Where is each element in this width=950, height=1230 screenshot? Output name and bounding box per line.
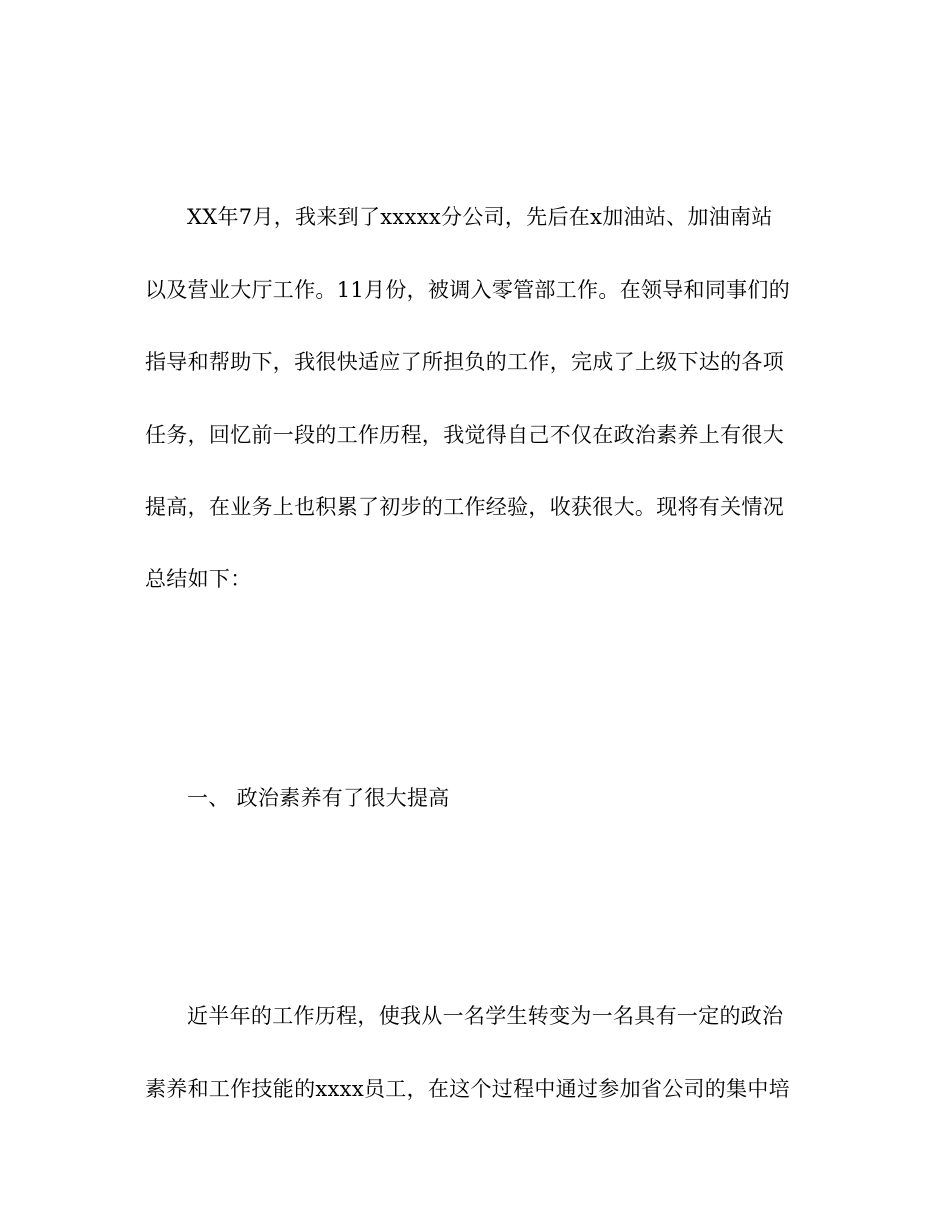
paragraph-2-line-1: 近半年的工作历程，使我从一名学生转变为一名具有一定的政治 xyxy=(187,1004,784,1028)
paragraph-1-line-2: 以及营业大厅工作。11月份，被调入零管部工作。在领导和同事们的 xyxy=(145,278,791,302)
section-heading-1: 一、 政治素养有了很大提高 xyxy=(187,786,450,810)
paragraph-1-line-4: 任务，回忆前一段的工作历程，我觉得自己不仅在政治素养上有很大 xyxy=(145,423,784,447)
paragraph-1-line-1: XX年7月，我来到了xxxxx分公司，先后在x加油站、加油南站 xyxy=(187,205,773,229)
paragraph-1-line-6: 总结如下： xyxy=(145,567,252,591)
paragraph-2-line-2: 素养和工作技能的xxxx员工，在这个过程中通过参加省公司的集中培 xyxy=(145,1077,790,1101)
paragraph-1-line-3: 指导和帮助下，我很快适应了所担负的工作，完成了上级下达的各项 xyxy=(145,350,784,374)
paragraph-1-line-5: 提高，在业务上也积累了初步的工作经验，收获很大。现将有关情况 xyxy=(145,495,784,519)
